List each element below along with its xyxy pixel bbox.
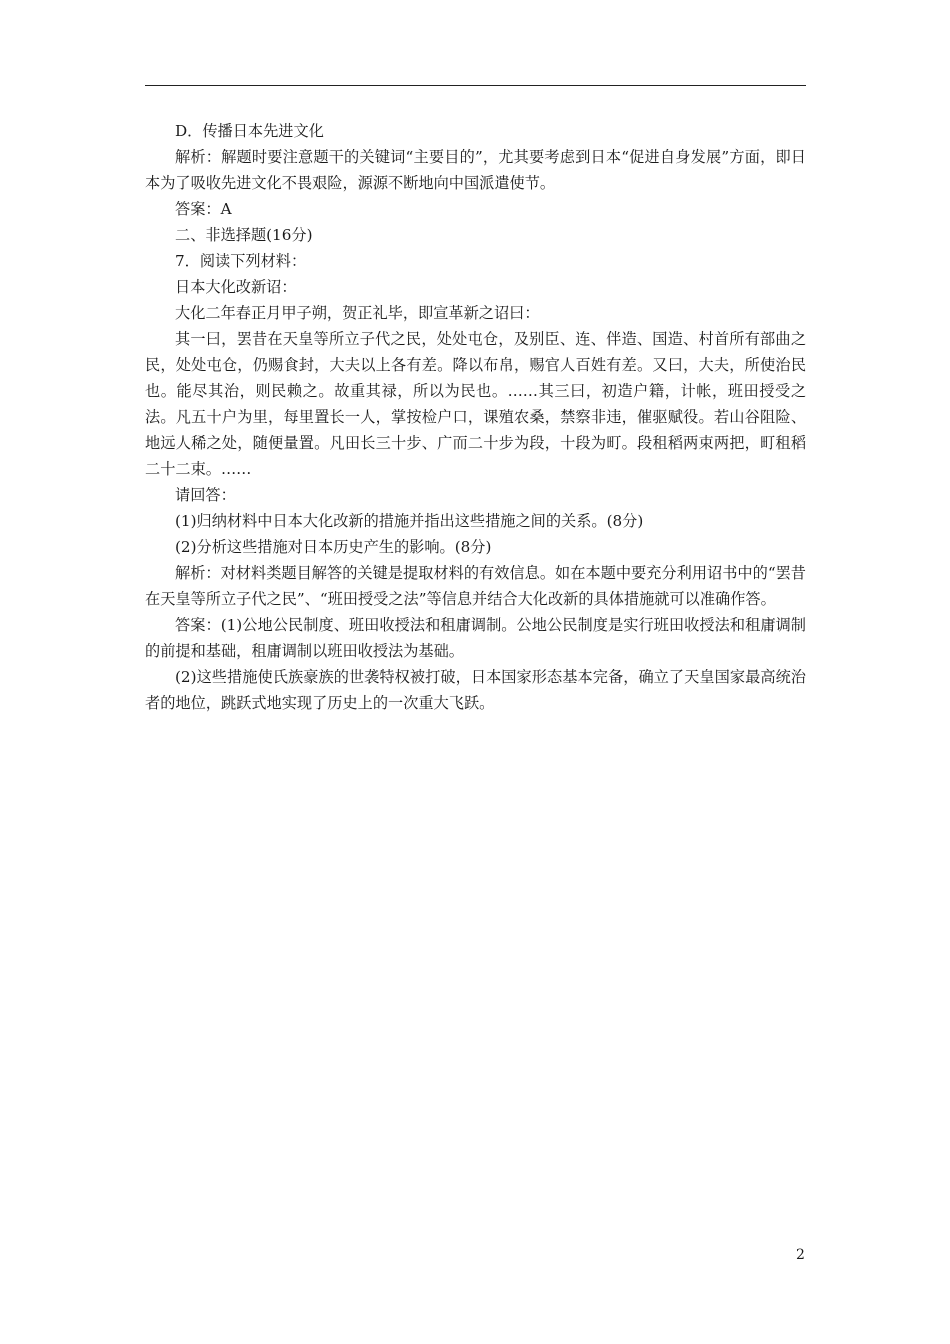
option-d: D．传播日本先进文化: [175, 122, 324, 140]
answer-part-2: (2)这些措施使氏族豪族的世袭特权被打破，日本国家形态基本完备，确立了天皇国家最高统治者的地位，跳跃式地实现了历史上的一次重大飞跃。: [145, 668, 806, 712]
answer-paragraph: 答案：A: [175, 200, 232, 218]
material-body: 其一曰，罢昔在天皇等所立子代之民，处处屯仓，及别臣、连、伴造、国造、村首所有部曲之民，处处屯仓，仍赐食封，大夫以上各有差。降以布帛，赐官人百姓有差。又曰，大夫，所使治民也。能尽其治，则民赖之。故重其禄，所以为民也。……其三曰，初造户籍，计帐，班田授受之法。凡五十户为里，每里置长一人，掌按检户口，课殖农桑，禁察非违，催驱赋役。若山谷阻险、地远人稀之处，随便量置。凡田长三十步、广而二十步为段，十段为町。段租稻两束两把，町租稻二十二束。……: [145, 330, 806, 478]
material-title: 日本大化改新诏：: [175, 278, 297, 296]
question-stem: 7．阅读下列材料：: [175, 252, 307, 270]
page-number: 2: [796, 1247, 805, 1263]
sub-question-2: (2)分析这些措施对日本历史产生的影响。(8分): [175, 538, 492, 556]
document-body: [145, 118, 806, 716]
sub-question-1: (1)归纳材料中日本大化改新的措施并指出这些措施之间的关系。(8分): [175, 512, 644, 530]
analysis-paragraph: 解析：解题时要注意题干的关键词“主要目的”，尤其要考虑到日本“促进自身发展”方面，即日本为了吸收先进文化不畏艰险，源源不断地向中国派遣使节。: [145, 148, 806, 192]
prompt-label: 请回答：: [175, 486, 236, 504]
section-heading: 二、非选择题(16分): [175, 226, 313, 244]
answer-part-1: 答案：(1)公地公民制度、班田收授法和租庸调制。公地公民制度是实行班田收授法和租庸调制的前提和基础，租庸调制以班田收授法为基础。: [145, 616, 806, 660]
header-rule: [145, 85, 806, 86]
analysis-paragraph-2: 解析：对材料类题目解答的关键是提取材料的有效信息。如在本题中要充分利用诏书中的“罢昔在天皇等所立子代之民”、“班田授受之法”等信息并结合大化改新的具体措施就可以准确作答。: [145, 564, 806, 608]
material-intro: 大化二年春正月甲子朔，贺正礼毕，即宣革新之诏曰：: [175, 304, 540, 322]
